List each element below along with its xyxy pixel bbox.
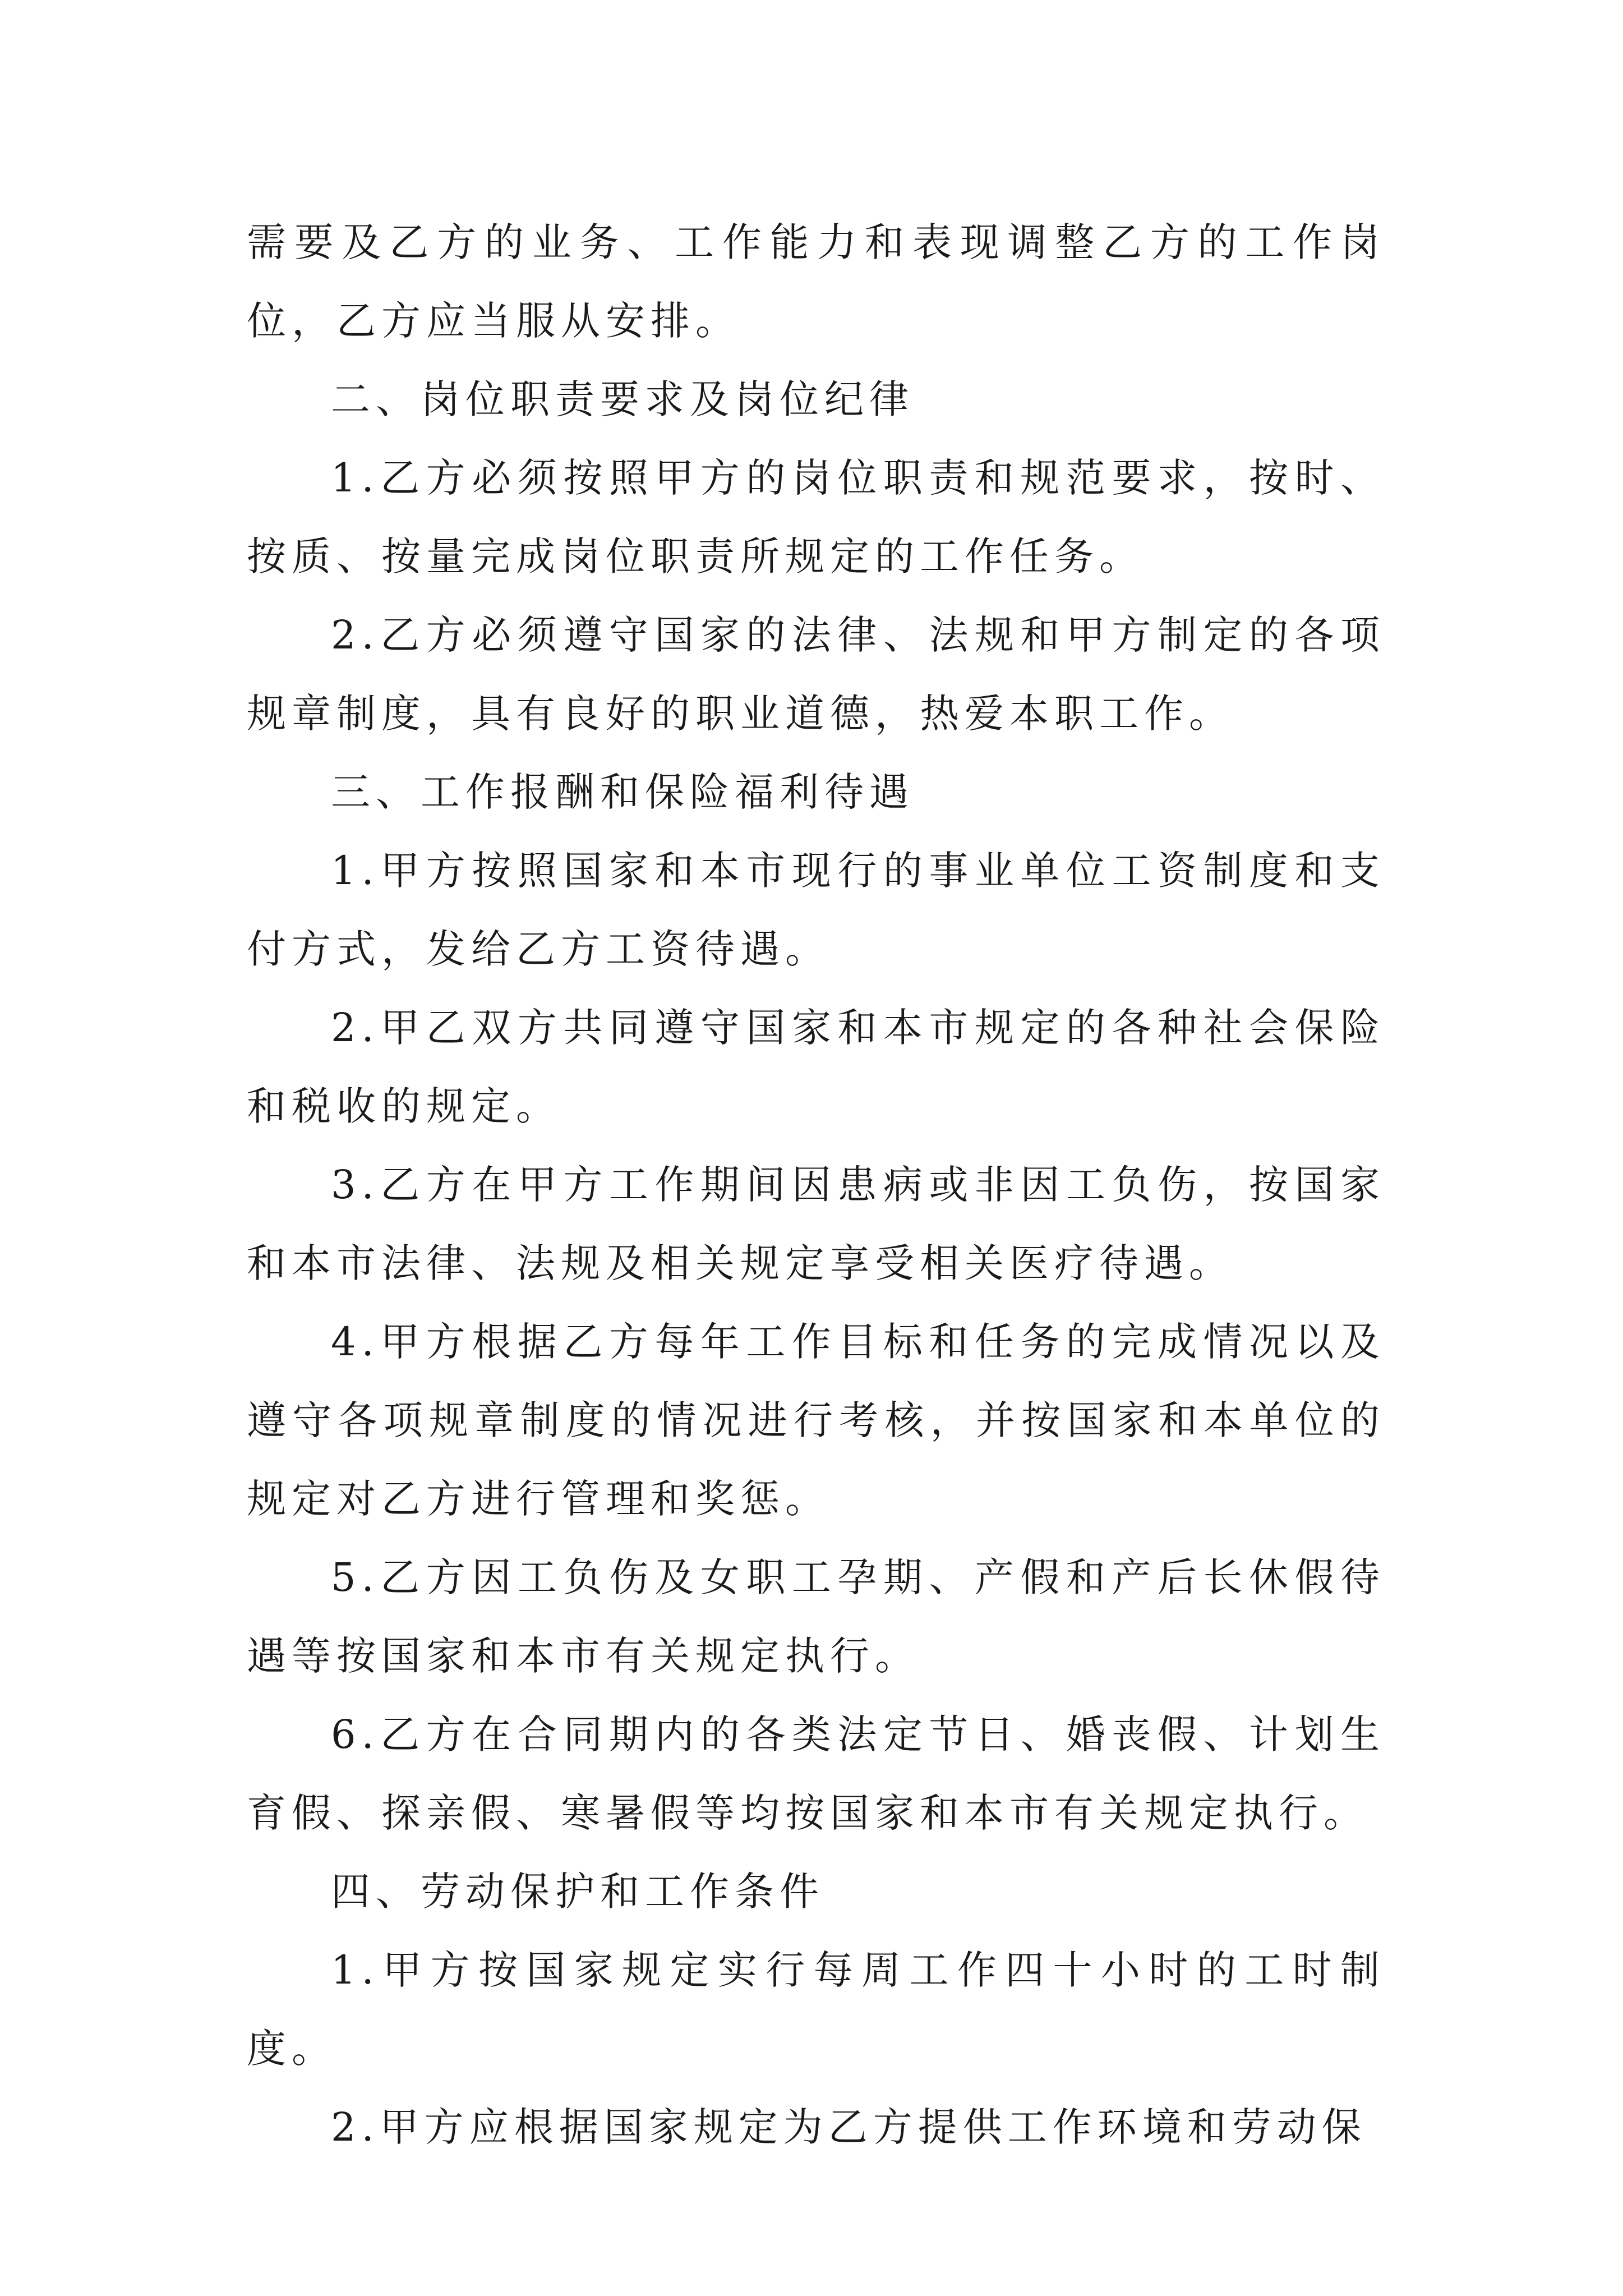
clause-3-6: 6.乙方在合同期内的各类法定节日、婚丧假、计划生育假、探亲假、寒暑假等均按国家和本市有关规定执行。: [247, 1711, 1385, 1836]
document-body: [247, 203, 1385, 2166]
clause-4-1: 1.甲方按国家规定实行每周工作四十小时的工时制度。: [247, 1947, 1385, 2072]
section-heading-3: 三、工作报酬和保险福利待遇: [331, 769, 914, 815]
clause-3-5: 5.乙方因工负伤及女职工孕期、产假和产后长休假待遇等按国家和本市有关规定执行。: [247, 1554, 1385, 1679]
paragraph-continuation: 需要及乙方的业务、工作能力和表现调整乙方的工作岗位，乙方应当服从安排。: [247, 219, 1385, 344]
clause-3-2: 2.甲乙双方共同遵守国家和本市规定的各种社会保险和税收的规定。: [247, 1005, 1385, 1129]
clause-3-1: 1.甲方按照国家和本市现行的事业单位工资制度和支付方式，发给乙方工资待遇。: [247, 848, 1385, 972]
clause-3-4: 4.甲方根据乙方每年工作目标和任务的完成情况以及遵守各项规章制度的情况进行考核，并按国家和本单位的规定对乙方进行管理和奖惩。: [247, 1319, 1385, 1522]
clause-4-2: 2.甲方应根据国家规定为乙方提供工作环境和劳动保: [331, 2104, 1367, 2150]
clause-3-3: 3.乙方在甲方工作期间因患病或非因工负伤，按国家和本市法律、法规及相关规定享受相关医疗待遇。: [247, 1162, 1385, 1286]
clause-2-2: 2.乙方必须遵守国家的法律、法规和甲方制定的各项规章制度，具有良好的职业道德，热爱本职工作。: [247, 612, 1385, 737]
section-heading-2: 二、岗位职责要求及岗位纪律: [331, 376, 914, 422]
clause-2-1: 1.乙方必须按照甲方的岗位职责和规范要求，按时、按质、按量完成岗位职责所规定的工作任务。: [247, 455, 1385, 579]
section-heading-4: 四、劳动保护和工作条件: [331, 1869, 824, 1915]
